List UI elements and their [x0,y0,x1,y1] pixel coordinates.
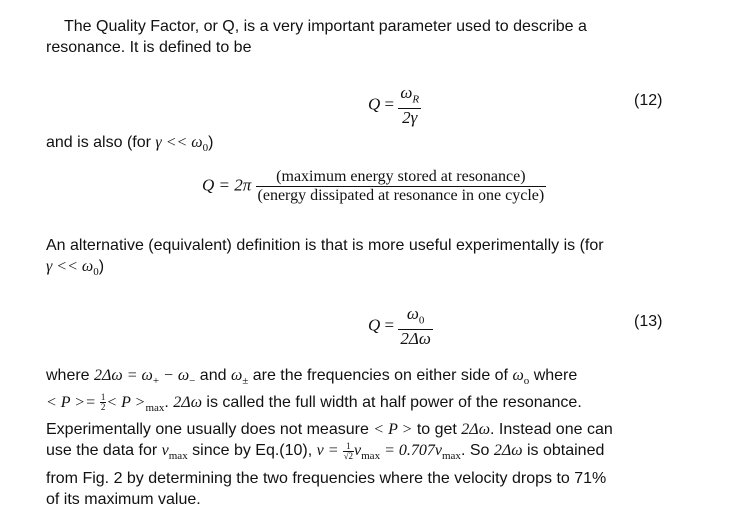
paragraph-alternative [46,235,686,283]
half-power-text-b: is called the full width at half power of the resonance. [201,394,582,412]
where-math-1b: − ω [159,367,190,384]
where-line-3 [46,419,686,440]
intro-line-1: The Quality Factor, or Q, is a very important parameter used to describe a [64,18,587,35]
velocity-math-2-sub: max [361,450,381,463]
experiment-math-2: 2Δω [461,421,490,439]
where-line-5: from Fig. 2 by determining the two frequencies where the velocity drops to 71% [46,469,607,487]
where-math-2: ω [230,367,243,384]
root-two-fraction-den: √2 [343,450,354,461]
where-text-c: are the frequencies on either side of [248,367,513,384]
half-power-math-b: < P > [106,394,146,412]
velocity-math-2: v = [316,442,343,460]
half-fraction-num: 1 [100,392,106,403]
eq12-fraction [398,84,421,127]
root-two-fraction [343,442,354,461]
also-condition-sub: 0 [202,142,209,155]
where-text-b: and [195,367,231,384]
paragraph-where [46,365,686,510]
velocity-math-1: v [161,442,169,460]
eq13-denominator: 2Δω [400,329,431,349]
half-fraction-den: 2 [100,402,106,413]
velocity-text-d: is obtained [522,442,605,460]
eq13-numerator [398,305,432,330]
energy-denominator: (energy dissipated at resonance in one cycle) [257,187,545,204]
where-math-2-sub: ± [242,375,249,388]
root-two-fraction-num: 1 [343,442,354,452]
eq12-denominator: 2γ [402,108,418,128]
intro-line-2: resonance. It is defined to be [46,39,252,56]
where-text-a: where [46,367,95,384]
paragraph-intro [46,16,686,58]
velocity-text-a: use the data for [46,442,162,460]
velocity-math-2c: = 0.707v [380,442,442,460]
experiment-math-1: < P > [373,421,413,439]
where-math-3: ω [512,367,524,384]
paragraph-also [46,132,686,159]
experiment-text-b: to get [412,421,462,439]
alternative-condition: γ << ω [46,258,94,275]
experiment-text-a: Experimentally one usually does not measure [46,421,374,439]
eq12-equals: = [384,94,395,114]
energy-fraction [256,168,547,205]
equation-13-number: (13) [634,313,663,330]
velocity-math-2-sub2: max [441,450,461,463]
also-close: ) [208,134,214,151]
equation-13 [368,305,433,348]
also-text: and is also (for [46,134,156,151]
half-power-math-c: 2Δω [173,394,202,412]
eq12-numerator [398,84,421,109]
velocity-text-c: . So [460,442,494,460]
where-math-3-sub: o [523,375,530,388]
eq13-num-symbol: ω [406,304,419,323]
velocity-math-3: 2Δω [493,442,523,460]
where-math-1-sub-plus: + [152,375,160,388]
alternative-line-2 [46,256,686,283]
velocity-math-1-sub: max [168,450,188,463]
where-math-1: 2Δω = ω [94,367,153,384]
eq13-num-sub: 0 [418,314,425,327]
equation-12 [368,84,421,127]
velocity-text-b: since by Eq.(10), [187,442,317,460]
half-power-text-a: . [164,394,174,412]
eq13-fraction [398,305,432,348]
eq12-lhs: Q [368,94,381,114]
energy-lhs: Q = 2π [202,175,252,195]
where-line-4 [46,440,686,467]
alternative-close: ) [98,258,105,275]
where-line-2 [46,392,686,419]
experiment-text-c: . Instead one can [489,421,613,439]
equation-energy [202,168,546,205]
where-math-1-sub-minus: − [189,375,196,388]
velocity-math-2b: v [354,442,362,460]
eq13-equals: = [384,315,395,335]
alternative-line-1: An alternative (equivalent) definition is that is more useful experimentally is (for [46,237,604,254]
eq12-num-sub: R [412,93,420,106]
where-line-6: of its maximum value. [46,490,201,508]
eq13-lhs: Q [368,315,381,335]
half-power-math-a: < P >= [46,394,100,412]
where-text-d: where [529,367,578,384]
energy-numerator: (maximum energy stored at resonance) [256,168,547,187]
half-power-sub: max [145,402,165,415]
eq12-num-symbol: ω [400,83,413,102]
equation-12-number: (12) [634,92,663,109]
where-line-1 [46,365,686,392]
also-condition: γ << ω [155,134,203,151]
alternative-condition-sub: 0 [93,266,99,279]
